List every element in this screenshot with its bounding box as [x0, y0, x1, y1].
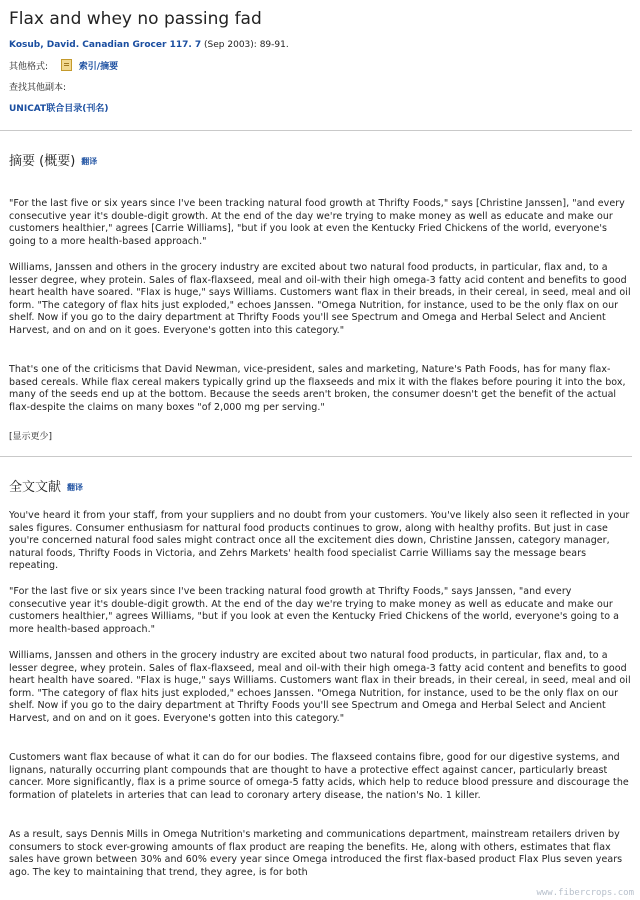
other-formats-label: 其他格式: — [9, 62, 49, 72]
citation-source-link[interactable]: Kosub, David. Canadian Grocer 117. 7 — [9, 40, 202, 50]
abstract-paragraph: Williams, Janssen and others in the grocery industry are excited about two natural food products, in particular, flax and, to a lesser degree, whey protein. Sales of flax-flaxseed, meal and oil-with their high omega-3 fatty acid content and benefits to good heart health have soared. "Flax is huge," says Williams. Customers want flax in their breads, in their cereal, in seed, meal and oil form. "The category of flax hits just exploded," echoes Janssen. "Omega Nutrition, for instance, used to be the only flax on our shelf. Now if you go to the dairy department at Thrifty Foods you'll see Spectrum and Omega and Herbal Select and Ancient Harvest, and on and on it goes. Everyone's gotten into this category." — [9, 262, 631, 336]
abstract-heading — [9, 150, 97, 169]
unicat-link[interactable]: UNICAT联合目录(刊名) — [9, 104, 109, 114]
index-abstract-link[interactable]: 索引/摘要 — [78, 62, 119, 72]
abstract-translate-link[interactable]: 翻译 — [81, 157, 98, 166]
fulltext-paragraph: You've heard it from your staff, from your suppliers and no doubt from your customers. You've likely also seen it reflected in your sales figures. Consumer enthusiasm for nattural food products continues to grow, along with healthy profits. But just in case you're concerned natural food sales might contract once all the excitement dies down, Christine Janssen, category manager, natural foods, Thrifty Foods in Victoria, and Zehrs Markets' health food specialist Carrie Williams say the message bears repeating. — [9, 510, 630, 572]
fulltext-heading-text: 全文文献 — [9, 480, 62, 495]
document-icon — [61, 59, 72, 71]
other-formats-row — [9, 59, 118, 72]
citation — [9, 40, 289, 50]
article-title: Flax and whey no passing fad — [9, 9, 262, 29]
find-other-copies-label: 查找其他副本: — [9, 83, 67, 93]
fulltext-paragraph: Williams, Janssen and others in the grocery industry are excited about two natural food products, in particular, flax and, to a lesser degree, whey protein. Sales of flax-flaxseed, meal and oil-with their high omega-3 fatty acid content and benefits to good heart health have soared. "Flax is huge," says Williams. Customers want flax in their breads, in their cereal, in seed, meal and oil form. "The category of flax hits just exploded," echoes Janssen. "Omega Nutrition, for instance, used to be the only flax on our shelf. Now if you go to the dairy department at Thrifty Foods you'll see Spectrum and Omega and Herbal Select and Ancient Harvest, and on and on it goes. Everyone's gotten into this category." — [9, 650, 631, 724]
show-less-link[interactable]: [显示更少] — [9, 432, 53, 442]
citation-date-pages: (Sep 2003): 89-91. — [204, 40, 289, 50]
abstract-heading-text: 摘要 (概要) — [9, 154, 76, 169]
abstract-paragraph: That's one of the criticisms that David Newman, vice-president, sales and marketing, Nature's Path Foods, has for many flax-based cereals. While flax cereal makers typically grind up the flaxseeds and mix it with the flakes before pouring it into the box, many of the seeds end up at the bottom. Because the seeds aren't broken, the consumer doesn't get the benefit of the actual flax-despite the claims on many boxes "of 2,000 mg per serving." — [9, 364, 626, 413]
divider — [0, 456, 632, 457]
fulltext-heading — [9, 476, 83, 495]
fulltext-translate-link[interactable]: 翻译 — [67, 483, 84, 492]
fulltext-paragraph: "For the last five or six years since I've been tracking natural food growth at Thrifty Foods," says Janssen, "and every consecutive year it's double-digit growth. At the end of the day we're trying to make money as well as educate and make our customers healthier," agrees Williams, "but if you look at even the Kentucky Fried Chickens of the world, everyone's going to a more health-based approach." — [9, 586, 620, 635]
divider — [0, 130, 632, 131]
unicat-row — [9, 101, 108, 114]
watermark: www.fibercrops.com — [536, 888, 634, 898]
fulltext-paragraph: Customers want flax because of what it can do for our bodies. The flaxseed contains fibre, good for our digestive systems, and lignans, naturally occurring plant compounds that are thought to have a protective effect against cancer, particularly breast cancer. More significantly, flax is a prime source of omega-5 fatty acids, which help to reduce blood pressure and discourage the formation of platelets in arteries that can lead to coronary artery disease, the nation's No. 1 killer. — [9, 752, 629, 801]
abstract-paragraph: "For the last five or six years since I've been tracking natural food growth at Thrifty Foods," says [Christine Janssen], "and every consecutive year it's double-digit growth. At the end of the day we're trying to make money as well as educate and make our customers healthier," agrees [Carrie Williams], "but if you look at even the Kentucky Fried Chickens of the world, everyone's going to a more health-based approach." — [9, 198, 625, 247]
fulltext-paragraph: As a result, says Dennis Mills in Omega Nutrition's marketing and communications department, mainstream retailers driven by consumers to stock ever-growing amounts of flax product are reaping the benefits. He, along with others, estimates that flax sales have grown between 30% and 60% every year since Omega introduced the first flax-based product Flax Plus seven years ago. The key to maintaining that trend, they agree, is for both — [9, 829, 623, 878]
find-other-copies-row — [9, 80, 66, 93]
